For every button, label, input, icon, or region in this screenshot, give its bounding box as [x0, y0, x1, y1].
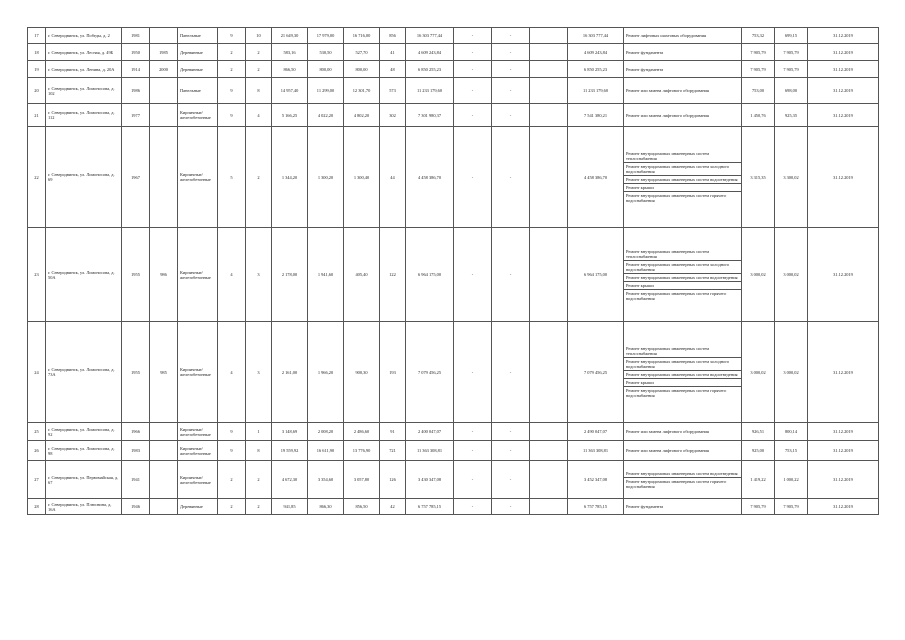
capital-repair-table — [27, 27, 879, 515]
total-area-cell: 14 957,40 — [272, 78, 308, 104]
residential-area-cell: 13 776,90 — [344, 441, 380, 461]
address-cell: г. Северодвинск, ул. Ломоносова, д. 98 — [46, 441, 122, 461]
living-area-cell: 866,30 — [308, 499, 344, 515]
residents-cell: 42 — [380, 499, 406, 515]
unit-cost-cell: 3 000,02 — [742, 322, 775, 423]
address-cell: г. Северодвинск, ул. Победы, д. 2 — [46, 28, 122, 44]
total-area-cell: 2 178,00 — [272, 228, 308, 322]
year-built-cell: 1941 — [122, 461, 150, 499]
work-list — [624, 49, 741, 56]
year-reconstruction-cell — [150, 423, 178, 441]
max-unit-cost-cell: 753,15 — [775, 441, 808, 461]
work-item: Ремонт лифтовых шахтовых оборудования — [626, 33, 707, 38]
completion-date-cell: 31.12.2019 — [808, 28, 879, 44]
year-reconstruction-cell: 985 — [150, 322, 178, 423]
entrances-cell: 2 — [246, 461, 272, 499]
completion-date-cell: 31.12.2019 — [808, 322, 879, 423]
max-unit-cost-cell: 925,35 — [775, 104, 808, 127]
residents-cell: 122 — [380, 228, 406, 322]
table-row — [28, 228, 879, 322]
unit-cost-cell: 7 905,79 — [742, 44, 775, 61]
cost-regional-cell: - — [492, 78, 530, 104]
table-row — [28, 61, 879, 78]
residents-cell: 856 — [380, 28, 406, 44]
work-item: Ремонт внутридомовых инженерных систем теплоснабжения — [624, 150, 741, 163]
unit-cost-cell: 3 315,35 — [742, 127, 775, 228]
work-item: Ремонт внутридомовых инженерных систем холодного водоснабжения — [624, 358, 741, 371]
work-list — [624, 150, 741, 204]
cost-regional-cell: - — [492, 44, 530, 61]
table-row — [28, 423, 879, 441]
total-area-cell: 866,50 — [272, 61, 308, 78]
cost-regional-cell: - — [492, 423, 530, 441]
cost-local-cell — [530, 499, 568, 515]
work-list — [624, 447, 741, 454]
cost-regional-cell: - — [492, 322, 530, 423]
residential-area-cell: 16 716,00 — [344, 28, 380, 44]
work-list — [624, 66, 741, 73]
table-row — [28, 78, 879, 104]
cost-local-cell — [530, 44, 568, 61]
unit-cost-cell: 753,32 — [742, 28, 775, 44]
work-item: Ремонт внутридомовых инженерных систем водоотведения — [624, 176, 741, 184]
work-item: Ремонт фундамента — [626, 66, 664, 72]
work-item: Ремонт внутридомовых инженерных систем холодного водоснабжения — [624, 163, 741, 176]
entrances-cell: 2 — [246, 127, 272, 228]
cost-owners-cell: 7 541 380,21 — [568, 104, 624, 127]
cost-owners-cell: 6 964 175,00 — [568, 228, 624, 322]
wall-material-cell: Панельные — [178, 28, 218, 44]
living-area-cell: 530,50 — [308, 44, 344, 61]
wall-material-cell: Деревянные — [178, 499, 218, 515]
year-built-cell: 1981 — [122, 28, 150, 44]
floors-cell: 9 — [218, 28, 246, 44]
work-list — [624, 248, 741, 302]
work-item: Ремонт или замена лифтового оборудования — [626, 112, 709, 118]
address-cell: г. Северодвинск, ул. Ленина, д. 20А — [46, 61, 122, 78]
cost-owners-cell: 6 757 785,15 — [568, 499, 624, 515]
cost-total-cell: 2 400 047,07 — [406, 423, 454, 441]
year-reconstruction-cell: 2000 — [150, 61, 178, 78]
unit-cost-cell: 7 905,79 — [742, 499, 775, 515]
address-cell: г. Северодвинск, ул. Ломоносова, д. 92 — [46, 423, 122, 441]
floors-cell: 9 — [218, 104, 246, 127]
completion-date-cell: 31.12.2019 — [808, 441, 879, 461]
cost-total-cell: 3 430 347,08 — [406, 461, 454, 499]
cost-local-cell — [530, 228, 568, 322]
residents-cell: 302 — [380, 104, 406, 127]
floors-cell: 9 — [218, 78, 246, 104]
cost-local-cell — [530, 78, 568, 104]
wall-material-cell: Кирпичные/ железобетонные — [178, 423, 218, 441]
wall-material-cell: Кирпичные/ железобетонные — [178, 228, 218, 322]
floors-cell: 2 — [218, 461, 246, 499]
entrances-cell: 2 — [246, 499, 272, 515]
cost-local-cell — [530, 322, 568, 423]
completion-date-cell: 31.12.2019 — [808, 104, 879, 127]
unit-cost-cell: 1 450,76 — [742, 104, 775, 127]
year-reconstruction-cell: 986 — [150, 228, 178, 322]
cost-total-cell: 11 233 179,60 — [406, 78, 454, 104]
floors-cell: 5 — [218, 127, 246, 228]
cost-owners-cell: 4 609 243,84 — [568, 44, 624, 61]
residential-area-cell: 405,40 — [344, 228, 380, 322]
row-number-cell: 25 — [28, 423, 46, 441]
living-area-cell: 3 354,60 — [308, 461, 344, 499]
residents-cell: 41 — [380, 44, 406, 61]
work-list — [624, 87, 741, 94]
total-area-cell: 941,85 — [272, 499, 308, 515]
table-row — [28, 104, 879, 127]
total-area-cell: 583,16 — [272, 44, 308, 61]
residents-cell: 48 — [380, 61, 406, 78]
work-item: Ремонт или замена лифтового оборудования — [626, 429, 709, 434]
max-unit-cost-cell: 7 905,79 — [775, 44, 808, 61]
residential-area-cell: 1 300,40 — [344, 127, 380, 228]
cost-total-cell: 4 609 243,84 — [406, 44, 454, 61]
work-types-cell — [624, 28, 742, 44]
row-number-cell: 28 — [28, 499, 46, 515]
unit-cost-cell: 3 000,02 — [742, 228, 775, 322]
residential-area-cell: 856,50 — [344, 499, 380, 515]
year-built-cell: 1977 — [122, 104, 150, 127]
cost-local-cell — [530, 441, 568, 461]
cost-regional-cell: - — [492, 441, 530, 461]
unit-cost-cell: 1 419,22 — [742, 461, 775, 499]
wall-material-cell: Кирпичные/ железобетонные — [178, 127, 218, 228]
residents-cell: 193 — [380, 322, 406, 423]
row-number-cell: 24 — [28, 322, 46, 423]
cost-regional-cell: - — [492, 61, 530, 78]
living-area-cell: 1 300,20 — [308, 127, 344, 228]
work-types-cell — [624, 461, 742, 499]
cost-regional-cell: - — [492, 104, 530, 127]
row-number-cell: 22 — [28, 127, 46, 228]
address-cell: г. Северодвинск, ул. Ломоносова, д. 73А — [46, 322, 122, 423]
unit-cost-cell: 925,00 — [742, 441, 775, 461]
work-list — [624, 345, 741, 399]
work-types-cell — [624, 499, 742, 515]
living-area-cell: 4 022,20 — [308, 104, 344, 127]
completion-date-cell: 31.12.2019 — [808, 461, 879, 499]
row-number-cell: 21 — [28, 104, 46, 127]
residents-cell: 573 — [380, 78, 406, 104]
table-row — [28, 44, 879, 61]
year-reconstruction-cell — [150, 104, 178, 127]
cost-federal-cell: - — [454, 28, 492, 44]
entrances-cell: 8 — [246, 78, 272, 104]
max-unit-cost-cell: 800,14 — [775, 423, 808, 441]
year-built-cell: 1983 — [122, 441, 150, 461]
address-cell: г. Северодвинск, ул. Лесная, д. 49Б — [46, 44, 122, 61]
work-types-cell — [624, 104, 742, 127]
total-area-cell: 3 148,69 — [272, 423, 308, 441]
row-number-cell: 26 — [28, 441, 46, 461]
work-item: Ремонт внутридомовых инженерных систем горячего водоснабжения — [626, 478, 727, 489]
floors-cell: 2 — [218, 499, 246, 515]
table-row — [28, 461, 879, 499]
cost-total-cell: 6 757 785,15 — [406, 499, 454, 515]
floors-cell: 9 — [218, 441, 246, 461]
total-area-cell: 19 559,92 — [272, 441, 308, 461]
floors-cell: 2 — [218, 44, 246, 61]
cost-federal-cell: - — [454, 44, 492, 61]
max-unit-cost-cell: 3 000,02 — [775, 228, 808, 322]
year-built-cell: 1955 — [122, 322, 150, 423]
work-item: Ремонт внутридомовых инженерных систем горячего водоснабжения — [626, 388, 727, 398]
unit-cost-cell: 7 905,79 — [742, 61, 775, 78]
work-types-cell — [624, 322, 742, 423]
work-item: Ремонт или замена лифтового оборудования — [626, 88, 709, 93]
year-built-cell: 1950 — [122, 44, 150, 61]
total-area-cell: 1 344,20 — [272, 127, 308, 228]
year-built-cell: 1946 — [122, 499, 150, 515]
year-reconstruction-cell — [150, 28, 178, 44]
cost-local-cell — [530, 461, 568, 499]
floors-cell: 2 — [218, 61, 246, 78]
living-area-cell: 1 966,20 — [308, 322, 344, 423]
cost-federal-cell: - — [454, 461, 492, 499]
residential-area-cell: 4 802,20 — [344, 104, 380, 127]
living-area-cell: 1 941,60 — [308, 228, 344, 322]
total-area-cell: 21 649,30 — [272, 28, 308, 44]
work-item: Ремонт или замена лифтового оборудования — [626, 448, 709, 453]
cost-federal-cell: - — [454, 423, 492, 441]
work-types-cell — [624, 423, 742, 441]
unit-cost-cell: 753,00 — [742, 78, 775, 104]
row-number-cell: 18 — [28, 44, 46, 61]
cost-federal-cell: - — [454, 499, 492, 515]
floors-cell: 4 — [218, 228, 246, 322]
table-row — [28, 28, 879, 44]
wall-material-cell: Кирпичные/ железобетонные — [178, 461, 218, 499]
work-types-cell — [624, 61, 742, 78]
cost-regional-cell: - — [492, 127, 530, 228]
cost-local-cell — [530, 28, 568, 44]
year-reconstruction-cell — [150, 78, 178, 104]
work-item: Ремонт внутридомовых инженерных систем холодного водоснабжения — [624, 261, 741, 274]
row-number-cell: 17 — [28, 28, 46, 44]
cost-total-cell: 6 964 175,00 — [406, 228, 454, 322]
wall-material-cell: Панельные — [178, 78, 218, 104]
address-cell: г. Северодвинск, ул. Ломоносова, д. 69 — [46, 127, 122, 228]
living-area-cell: 2 008,20 — [308, 423, 344, 441]
document-page — [27, 27, 878, 515]
completion-date-cell: 31.12.2019 — [808, 423, 879, 441]
cost-regional-cell: - — [492, 499, 530, 515]
work-types-cell — [624, 44, 742, 61]
cost-total-cell: 4 458 386,70 — [406, 127, 454, 228]
unit-cost-cell: 926,51 — [742, 423, 775, 441]
completion-date-cell: 31.12.2019 — [808, 228, 879, 322]
cost-federal-cell: - — [454, 127, 492, 228]
year-built-cell: 1986 — [122, 78, 150, 104]
year-built-cell: 1914 — [122, 61, 150, 78]
cost-owners-cell: 7 079 456,25 — [568, 322, 624, 423]
cost-federal-cell: - — [454, 441, 492, 461]
year-built-cell: 1955 — [122, 228, 150, 322]
max-unit-cost-cell: 3 300,02 — [775, 127, 808, 228]
completion-date-cell: 31.12.2019 — [808, 78, 879, 104]
work-item: Ремонт крыши — [624, 184, 741, 192]
entrances-cell: 2 — [246, 61, 272, 78]
work-types-cell — [624, 127, 742, 228]
work-item: Ремонт внутридомовых инженерных систем теплоснабжения — [624, 345, 741, 358]
year-reconstruction-cell — [150, 441, 178, 461]
floors-cell: 9 — [218, 423, 246, 441]
work-item: Ремонт внутридомовых инженерных систем водоотведения — [624, 470, 741, 478]
cost-federal-cell: - — [454, 104, 492, 127]
work-item: Ремонт крыши — [624, 282, 741, 290]
entrances-cell: 10 — [246, 28, 272, 44]
total-area-cell: 5 166,25 — [272, 104, 308, 127]
work-item: Ремонт крыши — [624, 379, 741, 387]
cost-owners-cell: 6 850 255,23 — [568, 61, 624, 78]
work-item: Ремонт фундамента — [626, 49, 664, 55]
cost-local-cell — [530, 104, 568, 127]
work-list — [624, 32, 741, 39]
entrances-cell: 1 — [246, 423, 272, 441]
total-area-cell: 4 672,30 — [272, 461, 308, 499]
max-unit-cost-cell: 699,15 — [775, 28, 808, 44]
max-unit-cost-cell: 1 000,22 — [775, 461, 808, 499]
max-unit-cost-cell: 698,00 — [775, 78, 808, 104]
work-item: Ремонт фундамента — [626, 504, 664, 509]
year-built-cell: 1967 — [122, 127, 150, 228]
work-types-cell — [624, 441, 742, 461]
work-types-cell — [624, 78, 742, 104]
work-item: Ремонт внутридомовых инженерных систем горячего водоснабжения — [626, 290, 727, 301]
floors-cell: 4 — [218, 322, 246, 423]
work-list — [624, 428, 741, 435]
year-reconstruction-cell — [150, 499, 178, 515]
wall-material-cell: Кирпичные/ железобетонные — [178, 441, 218, 461]
year-reconstruction-cell: 1985 — [150, 44, 178, 61]
cost-total-cell: 6 850 255,23 — [406, 61, 454, 78]
living-area-cell: 11 299,00 — [308, 78, 344, 104]
cost-owners-cell: 3 452 347,08 — [568, 461, 624, 499]
completion-date-cell: 31.12.2019 — [808, 61, 879, 78]
table-row — [28, 499, 879, 515]
entrances-cell: 2 — [246, 44, 272, 61]
table-body — [28, 28, 879, 515]
year-reconstruction-cell — [150, 127, 178, 228]
cost-federal-cell: - — [454, 322, 492, 423]
max-unit-cost-cell: 7 905,79 — [775, 499, 808, 515]
address-cell: г. Северодвинск, ул. Ломоносова, д. 112 — [46, 104, 122, 127]
entrances-cell: 3 — [246, 228, 272, 322]
address-cell: г. Северодвинск, ул. Ломоносова, д. 50А — [46, 228, 122, 322]
address-cell: г. Северодвинск, ул. Ломоносова, д. 102 — [46, 78, 122, 104]
work-list — [624, 112, 741, 119]
residential-area-cell: 2 486,60 — [344, 423, 380, 441]
cost-owners-cell: 11 233 179,60 — [568, 78, 624, 104]
work-list — [624, 470, 741, 490]
cost-regional-cell: - — [492, 28, 530, 44]
cost-federal-cell: - — [454, 78, 492, 104]
cost-total-cell: 16 303 777,44 — [406, 28, 454, 44]
cost-federal-cell: - — [454, 228, 492, 322]
residential-area-cell: 900,30 — [344, 322, 380, 423]
cost-owners-cell: 4 458 386,70 — [568, 127, 624, 228]
cost-local-cell — [530, 127, 568, 228]
residential-area-cell: 3 057,80 — [344, 461, 380, 499]
work-item: Ремонт внутридомовых инженерных систем водоотведения — [624, 371, 741, 379]
entrances-cell: 8 — [246, 441, 272, 461]
residents-cell: 126 — [380, 461, 406, 499]
work-types-cell — [624, 228, 742, 322]
cost-total-cell: 11 363 308,81 — [406, 441, 454, 461]
living-area-cell: 16 611,90 — [308, 441, 344, 461]
table-row — [28, 322, 879, 423]
cost-owners-cell: 2 490 047,07 — [568, 423, 624, 441]
cost-local-cell — [530, 423, 568, 441]
cost-local-cell — [530, 61, 568, 78]
cost-regional-cell: - — [492, 461, 530, 499]
table-row — [28, 441, 879, 461]
wall-material-cell: Деревянные — [178, 61, 218, 78]
completion-date-cell: 31.12.2019 — [808, 44, 879, 61]
work-item: Ремонт внутридомовых инженерных систем водоотведения — [624, 274, 741, 282]
work-item: Ремонт внутридомовых инженерных систем горячего водоснабжения — [626, 193, 727, 203]
table-row — [28, 127, 879, 228]
total-area-cell: 2 161,00 — [272, 322, 308, 423]
residents-cell: 721 — [380, 441, 406, 461]
wall-material-cell: Кирпичные/ железобетонные — [178, 104, 218, 127]
living-area-cell: 17 979,00 — [308, 28, 344, 44]
max-unit-cost-cell: 3 000,02 — [775, 322, 808, 423]
completion-date-cell: 31.12.2019 — [808, 127, 879, 228]
row-number-cell: 20 — [28, 78, 46, 104]
residential-area-cell: 527,70 — [344, 44, 380, 61]
work-item: Ремонт внутридомовых инженерных систем теплоснабжения — [624, 248, 741, 261]
row-number-cell: 19 — [28, 61, 46, 78]
cost-owners-cell: 11 363 308,81 — [568, 441, 624, 461]
max-unit-cost-cell: 7 905,79 — [775, 61, 808, 78]
address-cell: г. Северодвинск, ул. Плюснина, д. 16А — [46, 499, 122, 515]
cost-owners-cell: 16 303 777,44 — [568, 28, 624, 44]
cost-regional-cell: - — [492, 228, 530, 322]
year-built-cell: 1966 — [122, 423, 150, 441]
residents-cell: 44 — [380, 127, 406, 228]
year-reconstruction-cell — [150, 461, 178, 499]
living-area-cell: 800,00 — [308, 61, 344, 78]
wall-material-cell: Кирпичные/ железобетонные — [178, 322, 218, 423]
row-number-cell: 23 — [28, 228, 46, 322]
entrances-cell: 3 — [246, 322, 272, 423]
wall-material-cell: Деревянные — [178, 44, 218, 61]
completion-date-cell: 31.12.2019 — [808, 499, 879, 515]
cost-total-cell: 7 301 980,37 — [406, 104, 454, 127]
address-cell: г. Северодвинск, ул. Первомайская, д. 67 — [46, 461, 122, 499]
work-list — [624, 503, 741, 510]
cost-federal-cell: - — [454, 61, 492, 78]
cost-total-cell: 7 079 456,25 — [406, 322, 454, 423]
entrances-cell: 4 — [246, 104, 272, 127]
residents-cell: 91 — [380, 423, 406, 441]
row-number-cell: 27 — [28, 461, 46, 499]
residential-area-cell: 12 301,70 — [344, 78, 380, 104]
residential-area-cell: 800,00 — [344, 61, 380, 78]
